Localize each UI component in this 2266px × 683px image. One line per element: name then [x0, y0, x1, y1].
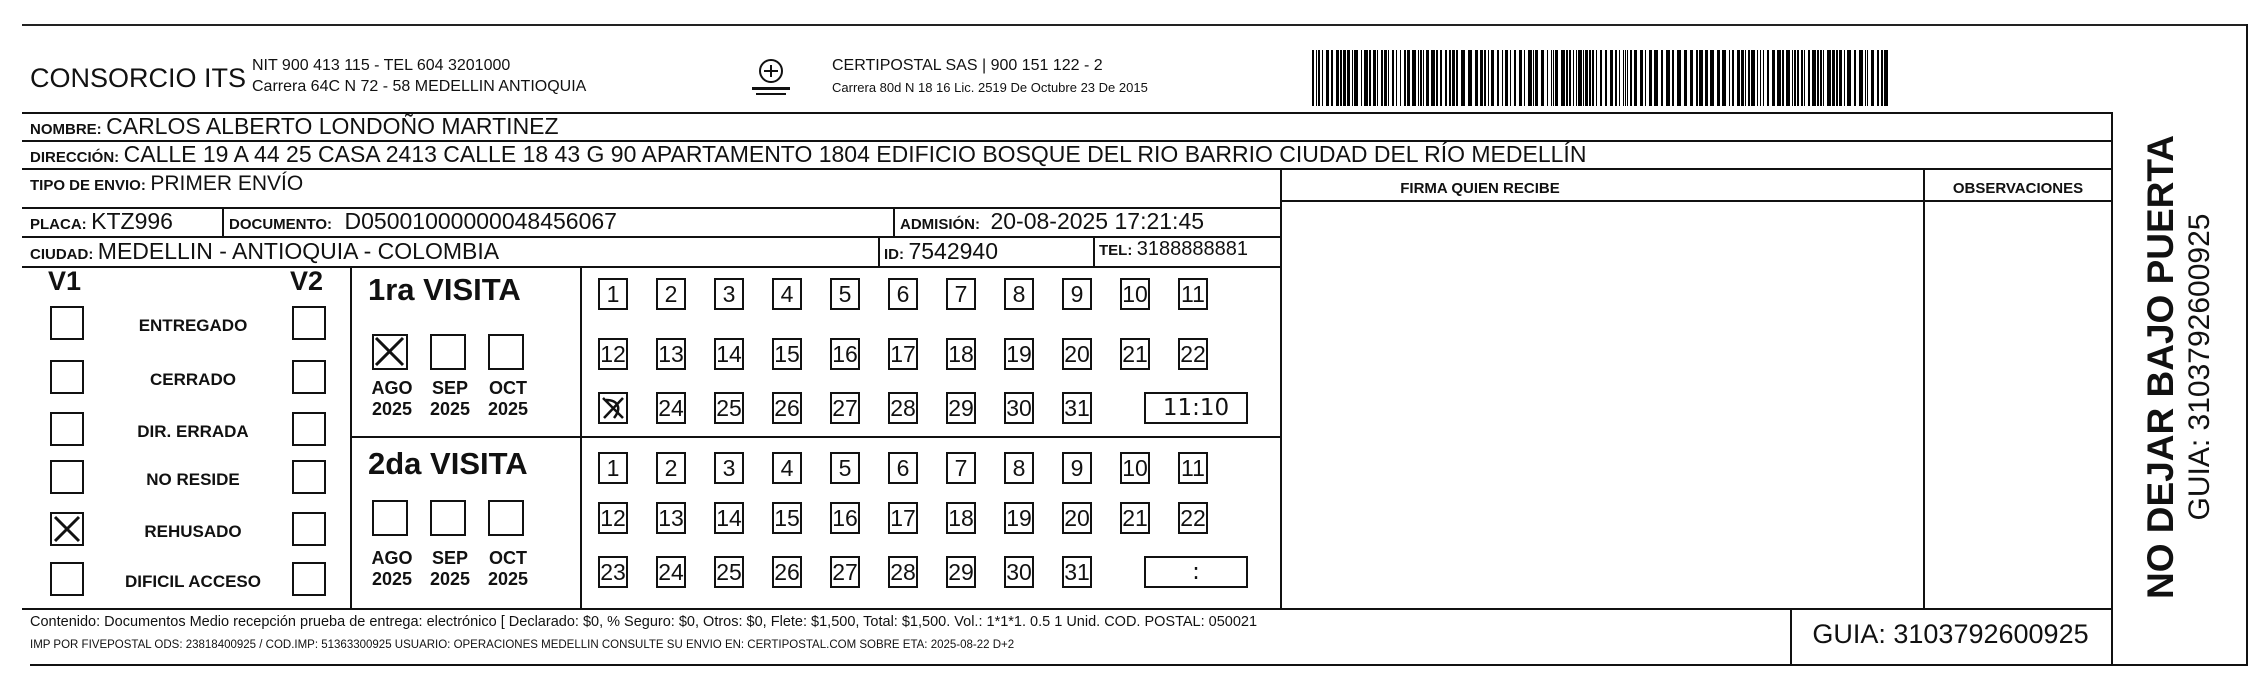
visit-option-label: DIR. ERRADA	[137, 422, 249, 441]
plate-value: KTZ996	[91, 208, 173, 234]
month-checkbox[interactable]	[430, 500, 466, 536]
check-mark-icon	[52, 514, 82, 544]
month-checkbox[interactable]	[488, 500, 524, 536]
day-box[interactable]: 30	[1004, 392, 1034, 424]
day-box[interactable]: 25	[714, 556, 744, 588]
v1-checkbox[interactable]	[50, 412, 84, 446]
side-guia: GUIA: 3103792600925	[2183, 213, 2216, 521]
admission-value: 20-08-2025 17:21:45	[990, 208, 1205, 234]
month-label	[426, 378, 474, 420]
v1-checkbox[interactable]	[50, 460, 84, 494]
address-label: DIRECCIÓN:	[30, 149, 120, 166]
day-box[interactable]: 12	[598, 502, 628, 534]
observations-label: OBSERVACIONES	[1952, 180, 2084, 197]
v2-checkbox[interactable]	[292, 412, 326, 446]
tel-label: TEL:	[1099, 242, 1133, 259]
day-box[interactable]: 4	[772, 278, 802, 310]
footer-guia: GUIA: 3103792600925	[1812, 619, 2089, 649]
day-box[interactable]: 28	[888, 392, 918, 424]
day-box[interactable]: 11	[1178, 452, 1208, 484]
observations-right-border	[2111, 112, 2113, 664]
doc-row	[229, 208, 617, 235]
plate-label: PLACA:	[30, 216, 87, 233]
v1-label: V1	[48, 266, 82, 296]
day-box[interactable]: 12	[598, 338, 628, 370]
barcode	[1312, 50, 1892, 106]
day-box[interactable]: 11	[1178, 278, 1208, 310]
day-box[interactable]: 18	[946, 338, 976, 370]
day-box[interactable]: 15	[772, 502, 802, 534]
type-label: TIPO DE ENVIO:	[30, 177, 146, 194]
day-box[interactable]: 26	[772, 556, 802, 588]
day-box[interactable]: 6	[888, 278, 918, 310]
month-checkbox[interactable]	[430, 334, 466, 370]
time-box[interactable]: 11:10	[1144, 392, 1248, 424]
v1-checkbox[interactable]	[50, 512, 84, 546]
month-year: 2025	[487, 399, 529, 419]
id-tel-divider	[1093, 236, 1095, 266]
day-box[interactable]: 1	[598, 452, 628, 484]
day-box[interactable]: 5	[830, 278, 860, 310]
name-value: CARLOS ALBERTO LONDOÑO MARTINEZ	[106, 113, 559, 139]
day-box[interactable]: 10	[1120, 278, 1150, 310]
month-year: 2025	[487, 569, 529, 589]
day-box[interactable]: 13	[656, 502, 686, 534]
month-year: 2025	[371, 569, 413, 589]
row-divider-5	[22, 266, 1282, 268]
month-year: 2025	[429, 569, 471, 589]
day-box[interactable]: 21	[1120, 502, 1150, 534]
day-box[interactable]: 27	[830, 392, 860, 424]
v2-label: V2	[290, 266, 324, 296]
day-box[interactable]: 2	[656, 452, 686, 484]
city-value: MEDELLIN - ANTIOQUIA - COLOMBIA	[97, 238, 500, 264]
id-row	[884, 238, 998, 265]
day-box[interactable]: 17	[888, 502, 918, 534]
day-box[interactable]: 17	[888, 338, 918, 370]
day-box[interactable]: 1	[598, 278, 628, 310]
day-box[interactable]: 22	[1178, 502, 1208, 534]
v1-checkbox[interactable]	[50, 562, 84, 596]
month-checkbox[interactable]	[372, 500, 408, 536]
footer-content: Contenido: Documentos Medio recepción prueba de entrega: electrónico [ Declarado: $0, % Seguro: $0, Otros: $0, Flete: $1,500, Total: $1,500. Vol.: 1*1*1. 0.5 1 Unid. COD. POSTAL: 050021	[30, 614, 1258, 630]
v2-checkbox[interactable]	[292, 360, 326, 394]
signature-left-border	[1280, 168, 1282, 608]
day-box[interactable]: 20	[1062, 338, 1092, 370]
month-name: OCT	[489, 548, 527, 568]
day-box[interactable]: 23	[598, 556, 628, 588]
address-row	[30, 141, 1586, 168]
day-box[interactable]: 9	[1062, 278, 1092, 310]
month-label	[426, 548, 474, 590]
carrier-logo-icon	[748, 56, 794, 100]
signature-label: FIRMA QUIEN RECIBE	[1400, 180, 1560, 197]
day-box[interactable]: 28	[888, 556, 918, 588]
side-warning: NO DEJAR BAJO PUERTA	[2140, 135, 2181, 599]
month-checkbox[interactable]	[488, 334, 524, 370]
first-visit-month-divider	[580, 266, 582, 436]
v2-checkbox[interactable]	[292, 306, 326, 340]
month-name: AGO	[371, 378, 413, 398]
month-label	[484, 378, 532, 420]
month-label	[368, 378, 416, 420]
day-box[interactable]: 27	[830, 556, 860, 588]
day-box[interactable]: 5	[830, 452, 860, 484]
plate-doc-divider	[222, 207, 224, 236]
day-box[interactable]: 21	[1120, 338, 1150, 370]
tel-value: 3188888881	[1136, 238, 1249, 260]
day-box[interactable]: 16	[830, 338, 860, 370]
day-box[interactable]: 3	[714, 278, 744, 310]
footer-imp: IMP POR FIVEPOSTAL ODS: 23818400925 / COD.IMP: 51363300925 USUARIO: OPERACIONES MEDELLIN CONSULTE SU ENVIO EN: CERTIPOSTAL.COM SOBRE ETA: 2025-08-22 D+2	[30, 639, 1015, 651]
id-label: ID:	[884, 246, 904, 263]
month-name: AGO	[371, 548, 413, 568]
company-nit: NIT 900 413 115 - TEL 604 3201000	[252, 57, 511, 74]
second-visit-month-divider	[580, 436, 582, 608]
month-checkbox[interactable]	[372, 334, 408, 370]
name-row	[30, 113, 559, 140]
first-visit-title: 1ra VISITA	[368, 272, 521, 307]
day-box[interactable]: 30	[1004, 556, 1034, 588]
plate-row	[30, 208, 173, 235]
day-box[interactable]: 4	[772, 452, 802, 484]
company-address: Carrera 64C N 72 - 58 MEDELLIN ANTIOQUIA	[252, 78, 587, 95]
day-box[interactable]: 8	[1004, 278, 1034, 310]
day-box[interactable]: 2	[656, 278, 686, 310]
v2-checkbox[interactable]	[292, 562, 326, 596]
city-id-divider	[878, 236, 880, 266]
day-box[interactable]: 19	[1004, 502, 1034, 534]
v1-checkbox[interactable]	[50, 360, 84, 394]
visits-divider	[350, 436, 1280, 438]
day-box[interactable]: 22	[1178, 338, 1208, 370]
observations-left-border	[1923, 168, 1925, 608]
frame-right	[2246, 24, 2248, 664]
type-row	[30, 172, 303, 196]
day-box[interactable]: 13	[656, 338, 686, 370]
doc-value: D05001000000048456067	[344, 208, 617, 234]
day-box[interactable]	[598, 392, 628, 424]
day-box[interactable]: 24	[656, 556, 686, 588]
day-mark-icon	[600, 394, 626, 422]
day-box[interactable]: 29	[946, 556, 976, 588]
day-box[interactable]: 6	[888, 452, 918, 484]
day-box[interactable]: 20	[1062, 502, 1092, 534]
admission-row	[900, 208, 1204, 235]
day-box[interactable]: 31	[1062, 392, 1092, 424]
day-box[interactable]: 19	[1004, 338, 1034, 370]
type-value: PRIMER ENVÍO	[150, 172, 304, 195]
company-name: CONSORCIO ITS	[30, 63, 247, 93]
day-box[interactable]: 29	[946, 392, 976, 424]
tel-row	[1099, 238, 1248, 261]
month-label	[484, 548, 532, 590]
doc-admission-divider	[893, 207, 895, 236]
day-box[interactable]: 3	[714, 452, 744, 484]
visit-option-label: CERRADO	[150, 370, 236, 389]
footer-divider	[22, 608, 2113, 610]
frame-bottom	[30, 664, 2248, 666]
carrier-name: CERTIPOSTAL SAS | 900 151 122 - 2	[832, 57, 1103, 74]
month-name: SEP	[431, 378, 469, 398]
visit-option-label: NO RESIDE	[146, 470, 240, 489]
time-box[interactable]: :	[1144, 556, 1248, 588]
day-box[interactable]: 15	[772, 338, 802, 370]
visit-option-label: ENTREGADO	[138, 316, 248, 335]
city-label: CIUDAD:	[30, 246, 94, 263]
visit-option-label: REHUSADO	[144, 522, 242, 541]
month-name: OCT	[489, 378, 527, 398]
second-visit-title: 2da VISITA	[368, 446, 528, 481]
visit-option-label: DIFICIL ACCESO	[124, 572, 261, 591]
day-box[interactable]: 16	[830, 502, 860, 534]
name-label: NOMBRE:	[30, 121, 102, 138]
day-box[interactable]: 7	[946, 452, 976, 484]
month-year: 2025	[429, 399, 471, 419]
admission-label: ADMISIÓN:	[900, 216, 980, 233]
doc-label: DOCUMENTO:	[229, 216, 333, 233]
city-row	[30, 238, 499, 265]
id-value: 7542940	[908, 238, 998, 264]
day-box[interactable]: 8	[1004, 452, 1034, 484]
day-box[interactable]: 7	[946, 278, 976, 310]
day-box[interactable]: 9	[1062, 452, 1092, 484]
day-box[interactable]: 18	[946, 502, 976, 534]
day-box[interactable]: 14	[714, 502, 744, 534]
sig-header-divider	[1280, 200, 2113, 202]
day-box[interactable]: 26	[772, 392, 802, 424]
day-box[interactable]: 14	[714, 338, 744, 370]
month-year: 2025	[371, 399, 413, 419]
check-mark-icon	[374, 336, 405, 367]
v2-checkbox[interactable]	[292, 460, 326, 494]
month-name: SEP	[431, 548, 469, 568]
day-box[interactable]: 10	[1120, 452, 1150, 484]
day-box[interactable]: 31	[1062, 556, 1092, 588]
day-box[interactable]: 25	[714, 392, 744, 424]
v2-checkbox[interactable]	[292, 512, 326, 546]
row-divider-2	[22, 168, 2113, 170]
carrier-address: Carrera 80d N 18 16 Lic. 2519 De Octubre 23 De 2015	[832, 80, 1148, 95]
day-box[interactable]: 24	[656, 392, 686, 424]
v1-checkbox[interactable]	[50, 306, 84, 340]
address-value: CALLE 19 A 44 25 CASA 2413 CALLE 18 43 G 90 APARTAMENTO 1804 EDIFICIO BOSQUE DEL RIO BARRIO CIUDAD DEL RÍO MEDELLÍN	[123, 141, 1587, 167]
month-label	[368, 548, 416, 590]
